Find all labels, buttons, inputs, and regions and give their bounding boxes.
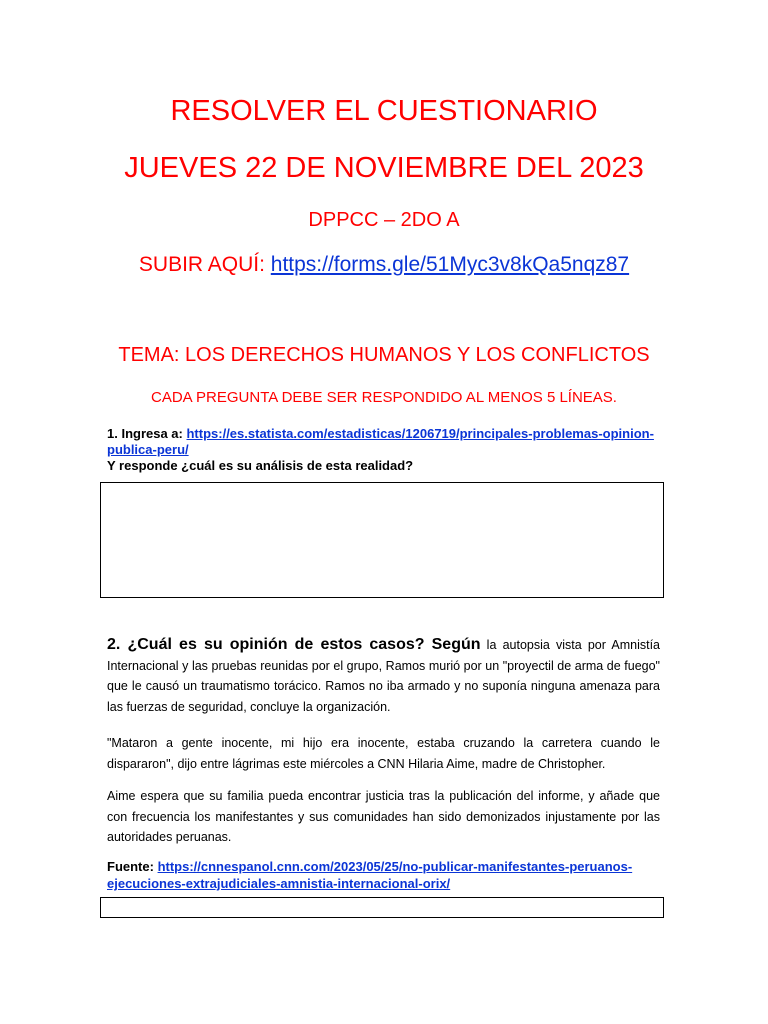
- cnn-source-link[interactable]: https://cnnespanol.cnn.com/2023/05/25/no-publicar-manifestantes-peruanos-ejecuciones-extrajudiciales-amnistia-internacional-orix/: [107, 859, 633, 891]
- question-1-prefix: 1. Ingresa a:: [107, 426, 187, 441]
- answer-box-2[interactable]: [100, 897, 664, 918]
- question-2-text-1: la autopsia vista por Amnistía Internacional y las pruebas reunidas por el grupo, Ramos murió por un "proyectil de arma de fuego" que le causó un traumatismo torácico. Ramos no iba armado y no suponía ninguna amenaza para las fuerzas de seguridad, concluye la organización.: [107, 638, 660, 714]
- source-label: Fuente:: [107, 859, 158, 874]
- statista-link[interactable]: https://es.statista.com/estadisticas/1206719/principales-problemas-opinion-publica-peru/: [107, 426, 654, 457]
- question-1-prompt: Y responde ¿cuál es su análisis de esta realidad?: [107, 458, 414, 473]
- question-2-lead: 2. ¿Cuál es su opinión de estos casos? Según: [107, 636, 481, 653]
- instruction-text: CADA PREGUNTA DEBE SER RESPONDIDO AL MENOS 5 LÍNEAS.: [151, 389, 617, 406]
- question-1: [107, 426, 667, 474]
- question-2-paragraph-2: "Mataron a gente inocente, mi hijo era inocente, estaba cruzando la carretera cuando le dispararon", dijo entre lágrimas este miércoles a CNN Hilaria Aime, madre de Christopher.: [107, 736, 660, 771]
- upload-link[interactable]: https://forms.gle/51Myc3v8kQa5nqz87: [270, 253, 630, 276]
- upload-label: SUBIR AQUÍ:: [138, 253, 271, 276]
- assignment-date: JUEVES 22 DE NOVIEMBRE DEL 2023: [124, 152, 644, 184]
- upload-line: [0, 251, 768, 279]
- course-label: DPPCC – 2DO A: [308, 209, 460, 231]
- question-2-paragraph-3: Aime espera que su familia pueda encontrar justicia tras la publicación del informe, y añade que con frecuencia los manifestantes y sus comunidades han sido demonizados injustamente por las autoridades peruanas.: [107, 789, 660, 844]
- question-2-paragraph-1: [107, 635, 660, 717]
- source-line: [107, 858, 667, 892]
- answer-box-1[interactable]: [100, 482, 664, 598]
- topic-heading: TEMA: LOS DERECHOS HUMANOS Y LOS CONFLICTOS: [118, 344, 650, 366]
- page-title: RESOLVER EL CUESTIONARIO: [170, 95, 598, 127]
